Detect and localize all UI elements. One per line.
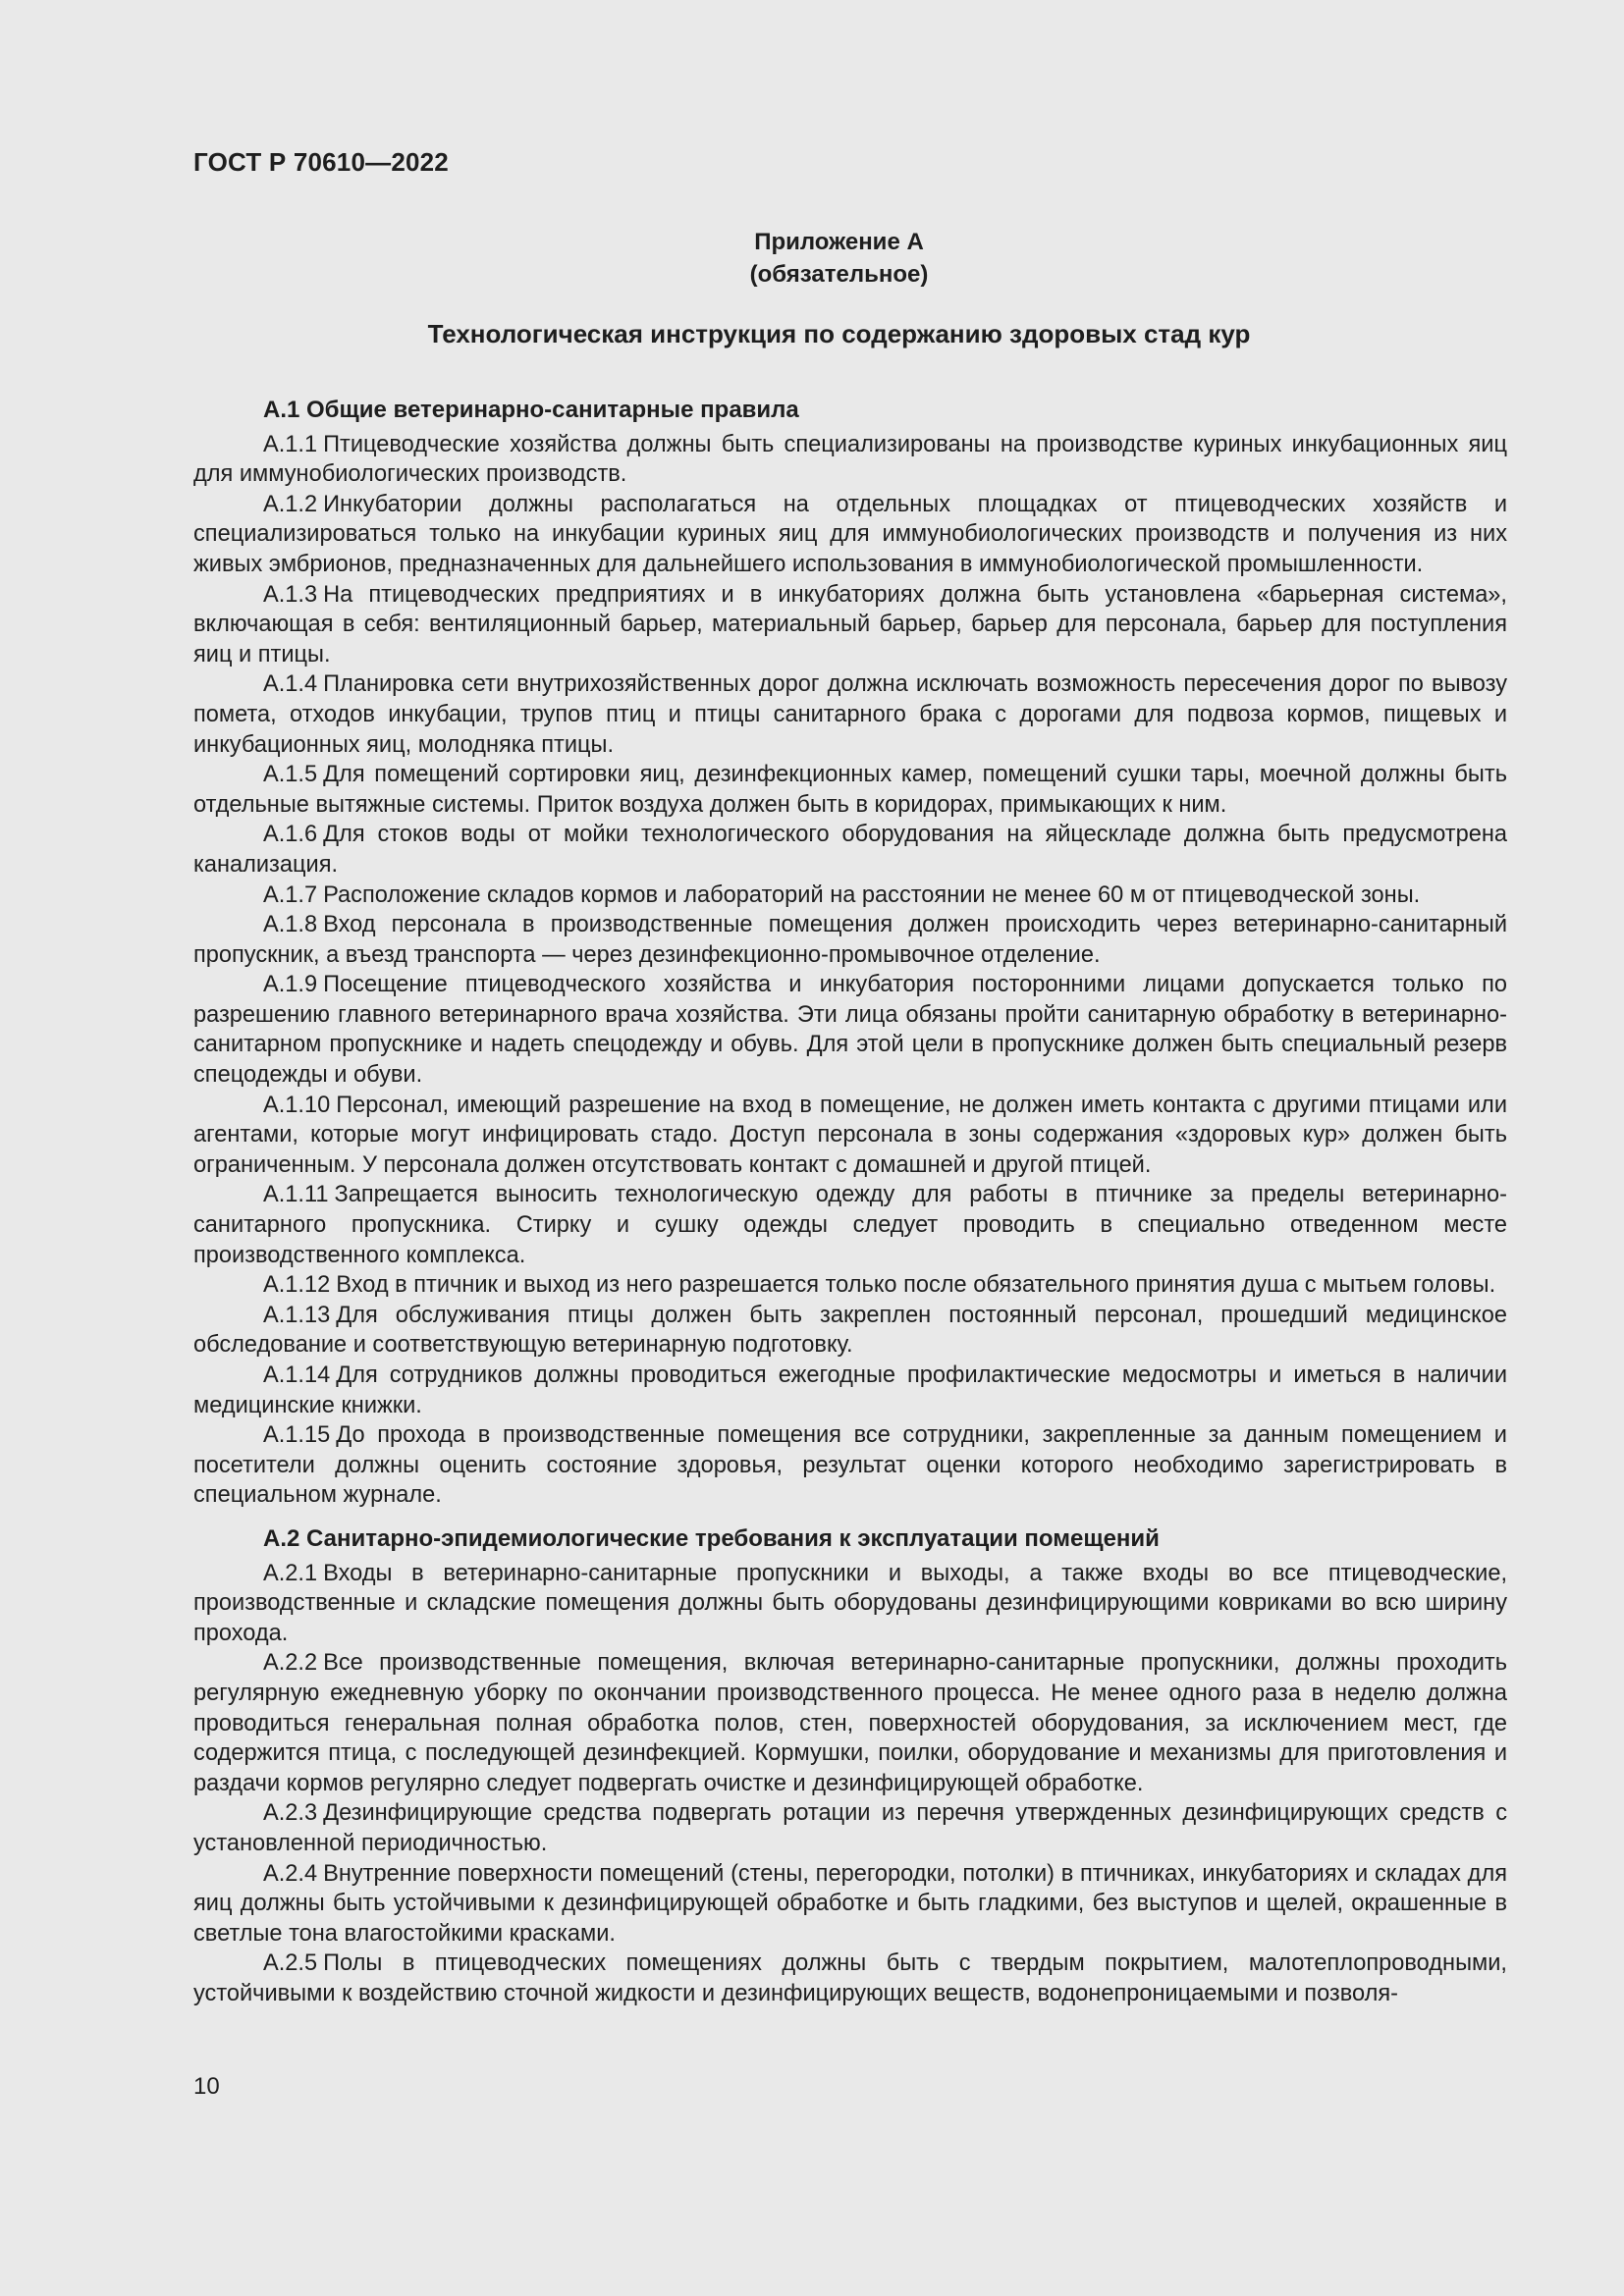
paragraph-text: Для обслуживания птицы должен быть закреплен постоянный персонал, прошедший медицинское обследование и соответствующую ветеринарную подготовку. [193, 1302, 1507, 1359]
paragraph-text: Дезинфицирующие средства подвергать ротации из перечня утвержденных дезинфицирующих средств с установленной периодичностью. [193, 1800, 1507, 1856]
paragraph-number: А.1.8 [263, 912, 318, 938]
section-heading-a1: А.1 Общие ветеринарно-санитарные правила [263, 397, 799, 423]
paragraph-a-1-3 [193, 580, 1507, 670]
paragraph-text: Для сотрудников должны проводиться ежегодные профилактические медосмотры и иметься в наличии медицинские книжки. [193, 1362, 1507, 1418]
standard-code-header: ГОСТ Р 70610—2022 [193, 147, 449, 177]
paragraph-a-1-12 [193, 1270, 1507, 1301]
paragraph-text: Расположение складов кормов и лабораторий на расстоянии не менее 60 м от птицеводческой зоны. [323, 881, 1421, 908]
paragraph-number: А.1.10 [263, 1092, 331, 1118]
paragraph-a-1-14 [193, 1361, 1507, 1420]
paragraph-number: А.1.7 [263, 881, 318, 908]
document-body [193, 396, 1507, 2008]
paragraph-number: А.1.2 [263, 491, 318, 517]
paragraph-text: Планировка сети внутрихозяйственных дорог должна исключать возможность пересечения дорог по вывозу помета, отходов инкубации, трупов птиц и птицы санитарного брака с дорогами для подвоза кормов, пищевых и инкубационных яиц, молодняка птицы. [193, 671, 1507, 758]
paragraph-number: А.1.13 [263, 1302, 331, 1328]
paragraph-text: Внутренние поверхности помещений (стены, перегородки, потолки) в птичниках, инкубаториях и складах для яиц должны быть устойчивыми к дезинфицирующей обработке и быть гладкими, без выступов и щелей, окрашенные в светлые тона влагостойкими красками. [193, 1860, 1507, 1947]
paragraph-number: А.2.4 [263, 1860, 318, 1887]
paragraph-number: А.1.11 [263, 1182, 329, 1208]
paragraph-a-2-4 [193, 1859, 1507, 1949]
paragraph-number: А.1.14 [263, 1362, 331, 1388]
paragraph-a-1-9 [193, 970, 1507, 1090]
paragraph-a-1-2 [193, 490, 1507, 580]
paragraph-text: Вход персонала в производственные помещения должен происходить через ветеринарно-санитарный пропускник, а въезд транспорта — через дезинфекционно-промывочное отделение. [193, 912, 1507, 968]
document-title: Технологическая инструкция по содержанию здоровых стад кур [427, 319, 1251, 348]
paragraph-a-1-13 [193, 1301, 1507, 1361]
paragraph-a-1-10 [193, 1091, 1507, 1181]
paragraph-text: Полы в птицеводческих помещениях должны быть с твердым покрытием, малотеплопроводными, устойчивыми к воздействию сточной жидкости и дезинфицирующих веществ, водонепроницаемыми и позволя- [193, 1950, 1507, 2006]
paragraph-text: Инкубатории должны располагаться на отдельных площадках от птицеводческих хозяйств и специализироваться только на инкубации куриных яиц для иммунобиологических производств и получения из них живых эмбрионов, предназначенных для дальнейшего использования в иммунобиологической промышленности. [193, 491, 1507, 577]
paragraph-text: Посещение птицеводческого хозяйства и инкубатория посторонними лицами допускается только по разрешению главного ветеринарного врача хозяйства. Эти лица обязаны пройти санитарную обработку в ветеринарно-санитарном пропускнике и надеть спецодежду и обувь. Для этой цели в пропускнике должен быть специальный резерв спецодежды и обуви. [193, 972, 1507, 1089]
paragraph-a-1-7 [193, 881, 1507, 911]
page-number: 10 [193, 2073, 220, 2100]
paragraph-text: Для помещений сортировки яиц, дезинфекционных камер, помещений сушки тары, моечной должны быть отдельные вытяжные системы. Приток воздуха должен быть в коридорах, примыкающих к ним. [193, 762, 1507, 818]
paragraph-text: Персонал, имеющий разрешение на вход в помещение, не должен иметь контакта с другими птицами или агентами, которые могут инфицировать стадо. Доступ персонала в зоны содержания «здоровых кур» должен быть ограниченным. У персонала должен отсутствовать контакт с домашней и другой птицей. [193, 1092, 1507, 1178]
paragraph-a-1-8 [193, 910, 1507, 970]
paragraph-number: А.2.5 [263, 1950, 318, 1977]
paragraph-a-1-1 [193, 430, 1507, 490]
paragraph-number: А.1.4 [263, 671, 318, 698]
paragraph-a-1-6 [193, 820, 1507, 880]
paragraph-text: До прохода в производственные помещения все сотрудники, закрепленные за данным помещением и посетители должны оценить состояние здоровья, результат оценки которого необходимо зарегистрировать в специальном журнале. [193, 1422, 1507, 1509]
paragraph-text: Для стоков воды от мойки технологического оборудования на яйцескладе должна быть предусмотрена канализация. [193, 822, 1507, 878]
appendix-status: (обязательное) [749, 261, 929, 288]
paragraph-text: Птицеводческие хозяйства должны быть специализированы на производстве куриных инкубационных яиц для иммунобиологических производств. [193, 431, 1507, 488]
paragraph-number: А.1.15 [263, 1422, 331, 1449]
paragraph-text: На птицеводческих предприятиях и в инкубаториях должна быть установлена «барьерная система», включающая в себя: вентиляционный барьер, материальный барьер, барьер для персонала, барьер для поступления яиц и птицы. [193, 581, 1507, 667]
paragraph-a-2-3 [193, 1798, 1507, 1858]
paragraph-number: А.2.3 [263, 1800, 318, 1827]
paragraph-number: А.1.6 [263, 822, 318, 848]
paragraph-text: Входы в ветеринарно-санитарные пропускники и выходы, а также входы во все птицеводческие, производственные и складские помещения должны быть оборудованы дезинфицирующими ковриками во всю ширину прохода. [193, 1560, 1507, 1646]
paragraph-a-1-4 [193, 669, 1507, 760]
paragraph-number: А.1.1 [263, 431, 318, 457]
paragraph-number: А.1.3 [263, 581, 318, 608]
paragraph-number: А.1.12 [263, 1272, 331, 1299]
appendix-heading [0, 226, 1624, 291]
paragraph-a-2-5 [193, 1949, 1507, 2008]
paragraph-a-2-2 [193, 1648, 1507, 1798]
appendix-title: Приложение А [754, 229, 924, 255]
paragraph-text: Запрещается выносить технологическую одежду для работы в птичнике за пределы ветеринарно-санитарного пропускника. Стирку и сушку одежды следует проводить в специально отведенном месте производственного комплекса. [193, 1182, 1507, 1268]
paragraph-a-1-11 [193, 1180, 1507, 1270]
paragraph-number: А.1.9 [263, 972, 318, 998]
paragraph-number: А.2.2 [263, 1650, 318, 1677]
paragraph-a-2-1 [193, 1559, 1507, 1649]
paragraph-a-1-5 [193, 760, 1507, 820]
paragraph-text: Все производственные помещения, включая ветеринарно-санитарные пропускники, должны проходить регулярную ежедневную уборку по окончании производственного процесса. Не менее одного раза в неделю должна проводиться генеральная полная обработка полов, стен, поверхностей оборудования, за исключением мест, где содержится птица, с последующей дезинфекцией. Кормушки, поилки, оборудование и механизмы для приготовления и раздачи кормов регулярно следует подвергать очистке и дезинфицирующей обработке. [193, 1650, 1507, 1796]
paragraph-number: А.1.5 [263, 762, 318, 788]
paragraph-text: Вход в птичник и выход из него разрешается только после обязательного принятия душа с мытьем головы. [336, 1272, 1496, 1299]
paragraph-number: А.2.1 [263, 1560, 318, 1586]
paragraph-a-1-15 [193, 1420, 1507, 1511]
section-heading-a2: А.2 Санитарно-эпидемиологические требования к эксплуатации помещений [263, 1524, 1160, 1552]
